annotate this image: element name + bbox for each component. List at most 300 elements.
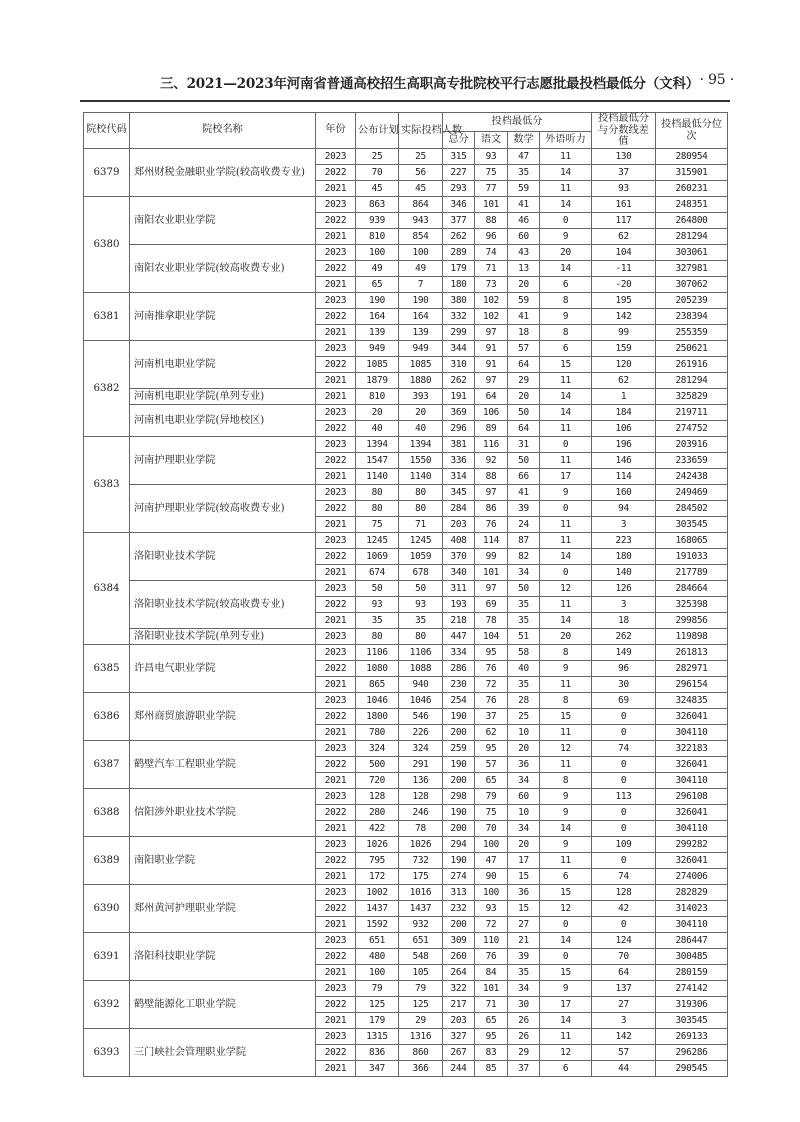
cell-rank: 238394 [656, 309, 728, 325]
cell-diff: 0 [592, 805, 656, 821]
cell-year: 2021 [316, 229, 356, 245]
cell-math: 17 [508, 853, 540, 869]
cell-plan: 1026 [356, 837, 399, 853]
table-row [84, 629, 728, 645]
cell-total: 322 [443, 981, 475, 997]
table-row [84, 405, 728, 421]
cell-actual: 50 [399, 581, 443, 597]
table-row [84, 885, 728, 901]
school-code: 6393 [84, 1029, 130, 1077]
cell-total: 294 [443, 837, 475, 853]
cell-rank: 219711 [656, 405, 728, 421]
cell-total: 315 [443, 149, 475, 165]
cell-actual: 291 [399, 757, 443, 773]
cell-year: 2022 [316, 949, 356, 965]
cell-listening: 14 [540, 261, 592, 277]
cell-diff: 69 [592, 693, 656, 709]
school-name: 洛阳职业技术学院(单列专业) [130, 629, 316, 645]
cell-listening: 14 [540, 549, 592, 565]
school-name: 南阳农业职业学院(较高收费专业) [130, 245, 316, 293]
cell-year: 2021 [316, 389, 356, 405]
cell-chinese: 65 [475, 773, 508, 789]
cell-year: 2021 [316, 469, 356, 485]
cell-chinese: 106 [475, 405, 508, 421]
cell-diff: 0 [592, 757, 656, 773]
table-row [84, 485, 728, 501]
cell-math: 39 [508, 949, 540, 965]
cell-total: 190 [443, 757, 475, 773]
cell-math: 60 [508, 789, 540, 805]
cell-chinese: 88 [475, 213, 508, 229]
cell-actual: 324 [399, 741, 443, 757]
table-row [84, 533, 728, 549]
cell-plan: 949 [356, 341, 399, 357]
cell-plan: 500 [356, 757, 399, 773]
cell-math: 46 [508, 213, 540, 229]
cell-math: 35 [508, 165, 540, 181]
cell-rank: 280954 [656, 149, 728, 165]
cell-rank: 296108 [656, 789, 728, 805]
cell-rank: 326041 [656, 709, 728, 725]
cell-actual: 71 [399, 517, 443, 533]
school-name: 三门峡社会管理职业学院 [130, 1029, 316, 1077]
cell-listening: 20 [540, 245, 592, 261]
col-code: 院校代码 [84, 113, 130, 149]
school-name: 鹤壁汽车工程职业学院 [130, 741, 316, 789]
cell-actual: 226 [399, 725, 443, 741]
cell-math: 50 [508, 581, 540, 597]
cell-chinese: 102 [475, 293, 508, 309]
cell-rank: 284502 [656, 501, 728, 517]
cell-rank: 284664 [656, 581, 728, 597]
cell-plan: 674 [356, 565, 399, 581]
cell-actual: 93 [399, 597, 443, 613]
school-name: 郑州商贸旅游职业学院 [130, 693, 316, 741]
cell-actual: 860 [399, 1045, 443, 1061]
cell-total: 200 [443, 821, 475, 837]
cell-total: 332 [443, 309, 475, 325]
cell-plan: 1080 [356, 661, 399, 677]
table-row [84, 837, 728, 853]
cell-listening: 8 [540, 293, 592, 309]
cell-year: 2022 [316, 261, 356, 277]
cell-year: 2023 [316, 933, 356, 949]
cell-rank: 280159 [656, 965, 728, 981]
cell-listening: 8 [540, 325, 592, 341]
cell-chinese: 73 [475, 277, 508, 293]
cell-rank: 319306 [656, 997, 728, 1013]
cell-diff: 37 [592, 165, 656, 181]
cell-chinese: 37 [475, 709, 508, 725]
cell-diff: -20 [592, 277, 656, 293]
cell-plan: 422 [356, 821, 399, 837]
cell-chinese: 100 [475, 885, 508, 901]
cell-chinese: 102 [475, 309, 508, 325]
cell-total: 200 [443, 773, 475, 789]
cell-total: 191 [443, 389, 475, 405]
cell-actual: 80 [399, 485, 443, 501]
cell-chinese: 91 [475, 341, 508, 357]
school-name: 许昌电气职业学院 [130, 645, 316, 693]
cell-diff: 3 [592, 517, 656, 533]
cell-diff: 109 [592, 837, 656, 853]
cell-diff: 96 [592, 661, 656, 677]
cell-total: 447 [443, 629, 475, 645]
cell-rank: 217789 [656, 565, 728, 581]
cell-math: 10 [508, 805, 540, 821]
cell-plan: 25 [356, 149, 399, 165]
cell-chinese: 89 [475, 421, 508, 437]
school-code: 6380 [84, 197, 130, 293]
cell-rank: 304110 [656, 773, 728, 789]
cell-actual: 35 [399, 613, 443, 629]
cell-plan: 139 [356, 325, 399, 341]
cell-diff: 184 [592, 405, 656, 421]
cell-plan: 780 [356, 725, 399, 741]
cell-rank: 327981 [656, 261, 728, 277]
cell-plan: 863 [356, 197, 399, 213]
cell-total: 289 [443, 245, 475, 261]
cell-plan: 1592 [356, 917, 399, 933]
cell-actual: 1880 [399, 373, 443, 389]
cell-year: 2023 [316, 405, 356, 421]
cell-total: 299 [443, 325, 475, 341]
cell-actual: 1550 [399, 453, 443, 469]
cell-plan: 865 [356, 677, 399, 693]
cell-rank: 322183 [656, 741, 728, 757]
cell-rank: 325398 [656, 597, 728, 613]
cell-total: 408 [443, 533, 475, 549]
cell-rank: 325829 [656, 389, 728, 405]
cell-math: 30 [508, 997, 540, 1013]
cell-rank: 303545 [656, 1013, 728, 1029]
cell-plan: 324 [356, 741, 399, 757]
cell-math: 41 [508, 309, 540, 325]
cell-plan: 65 [356, 277, 399, 293]
cell-chinese: 70 [475, 821, 508, 837]
cell-plan: 1879 [356, 373, 399, 389]
table-row [84, 437, 728, 453]
cell-rank: 261813 [656, 645, 728, 661]
cell-actual: 932 [399, 917, 443, 933]
cell-plan: 164 [356, 309, 399, 325]
school-name: 河南机电职业学院(异地校区) [130, 405, 316, 437]
cell-math: 41 [508, 485, 540, 501]
cell-year: 2022 [316, 213, 356, 229]
cell-actual: 100 [399, 245, 443, 261]
cell-listening: 11 [540, 421, 592, 437]
cell-diff: 0 [592, 773, 656, 789]
cell-year: 2023 [316, 629, 356, 645]
cell-math: 21 [508, 933, 540, 949]
cell-total: 346 [443, 197, 475, 213]
school-code: 6384 [84, 533, 130, 645]
cell-actual: 125 [399, 997, 443, 1013]
cell-year: 2022 [316, 853, 356, 869]
cell-diff: 18 [592, 613, 656, 629]
cell-total: 193 [443, 597, 475, 613]
cell-total: 336 [443, 453, 475, 469]
cell-chinese: 83 [475, 1045, 508, 1061]
cell-diff: 137 [592, 981, 656, 997]
cell-total: 293 [443, 181, 475, 197]
cell-math: 35 [508, 677, 540, 693]
cell-math: 34 [508, 821, 540, 837]
cell-year: 2022 [316, 549, 356, 565]
cell-rank: 326041 [656, 853, 728, 869]
cell-diff: 120 [592, 357, 656, 373]
col-actual: 实际投档人数 [399, 113, 443, 149]
table-row [84, 389, 728, 405]
cell-math: 20 [508, 837, 540, 853]
cell-year: 2023 [316, 885, 356, 901]
cell-math: 29 [508, 373, 540, 389]
cell-chinese: 101 [475, 981, 508, 997]
cell-listening: 9 [540, 789, 592, 805]
cell-year: 2023 [316, 293, 356, 309]
cell-total: 203 [443, 517, 475, 533]
cell-year: 2022 [316, 501, 356, 517]
cell-year: 2021 [316, 277, 356, 293]
cell-actual: 1026 [399, 837, 443, 853]
cell-chinese: 84 [475, 965, 508, 981]
cell-total: 190 [443, 709, 475, 725]
cell-actual: 1106 [399, 645, 443, 661]
cell-plan: 810 [356, 389, 399, 405]
table-row [84, 933, 728, 949]
cell-rank: 314023 [656, 901, 728, 917]
cell-rank: 304110 [656, 821, 728, 837]
table-row [84, 197, 728, 213]
cell-math: 82 [508, 549, 540, 565]
cell-math: 20 [508, 277, 540, 293]
cell-listening: 11 [540, 757, 592, 773]
school-code: 6381 [84, 293, 130, 341]
cell-math: 28 [508, 693, 540, 709]
school-code: 6385 [84, 645, 130, 693]
school-name: 河南推拿职业学院 [130, 293, 316, 341]
cell-diff: 3 [592, 1013, 656, 1029]
cell-year: 2021 [316, 677, 356, 693]
cell-year: 2021 [316, 821, 356, 837]
cell-diff: 3 [592, 597, 656, 613]
cell-math: 35 [508, 613, 540, 629]
cell-math: 87 [508, 533, 540, 549]
cell-year: 2023 [316, 533, 356, 549]
cell-total: 377 [443, 213, 475, 229]
cell-rank: 281294 [656, 373, 728, 389]
cell-diff: 62 [592, 373, 656, 389]
cell-listening: 14 [540, 389, 592, 405]
cell-rank: 281294 [656, 229, 728, 245]
cell-year: 2022 [316, 661, 356, 677]
cell-plan: 1085 [356, 357, 399, 373]
cell-actual: 49 [399, 261, 443, 277]
cell-chinese: 97 [475, 485, 508, 501]
cell-actual: 246 [399, 805, 443, 821]
cell-math: 39 [508, 501, 540, 517]
cell-plan: 1140 [356, 469, 399, 485]
col-diff: 投档最低分与分数线差值 [592, 113, 656, 149]
cell-total: 381 [443, 437, 475, 453]
cell-plan: 1002 [356, 885, 399, 901]
school-code: 6383 [84, 437, 130, 533]
cell-listening: 9 [540, 309, 592, 325]
cell-year: 2021 [316, 869, 356, 885]
cell-rank: 248351 [656, 197, 728, 213]
cell-year: 2021 [316, 965, 356, 981]
cell-actual: 940 [399, 677, 443, 693]
school-code: 6386 [84, 693, 130, 741]
col-total: 总分 [443, 132, 475, 149]
cell-year: 2023 [316, 1029, 356, 1045]
cell-total: 345 [443, 485, 475, 501]
cell-total: 262 [443, 229, 475, 245]
cell-chinese: 79 [475, 789, 508, 805]
cell-actual: 45 [399, 181, 443, 197]
cell-chinese: 75 [475, 165, 508, 181]
table-row [84, 293, 728, 309]
cell-math: 36 [508, 757, 540, 773]
cell-plan: 80 [356, 629, 399, 645]
cell-diff: 99 [592, 325, 656, 341]
cell-chinese: 78 [475, 613, 508, 629]
cell-plan: 795 [356, 853, 399, 869]
cell-listening: 12 [540, 581, 592, 597]
cell-year: 2023 [316, 581, 356, 597]
cell-math: 64 [508, 357, 540, 373]
cell-total: 327 [443, 1029, 475, 1045]
cell-diff: 262 [592, 629, 656, 645]
cell-chinese: 76 [475, 661, 508, 677]
cell-total: 274 [443, 869, 475, 885]
cell-chinese: 72 [475, 677, 508, 693]
cell-listening: 11 [540, 1029, 592, 1045]
cell-chinese: 97 [475, 373, 508, 389]
cell-plan: 1315 [356, 1029, 399, 1045]
cell-listening: 0 [540, 917, 592, 933]
cell-chinese: 71 [475, 997, 508, 1013]
cell-year: 2021 [316, 373, 356, 389]
cell-year: 2021 [316, 1013, 356, 1029]
cell-listening: 6 [540, 1061, 592, 1077]
cell-actual: 393 [399, 389, 443, 405]
cell-year: 2023 [316, 789, 356, 805]
cell-listening: 17 [540, 469, 592, 485]
cell-diff: 94 [592, 501, 656, 517]
cell-listening: 8 [540, 645, 592, 661]
cell-total: 340 [443, 565, 475, 581]
cell-plan: 80 [356, 501, 399, 517]
cell-rank: 242438 [656, 469, 728, 485]
cell-listening: 15 [540, 965, 592, 981]
cell-rank: 282829 [656, 885, 728, 901]
cell-year: 2022 [316, 357, 356, 373]
cell-actual: 20 [399, 405, 443, 421]
cell-math: 13 [508, 261, 540, 277]
cell-actual: 943 [399, 213, 443, 229]
cell-total: 314 [443, 469, 475, 485]
cell-math: 35 [508, 597, 540, 613]
cell-diff: 0 [592, 821, 656, 837]
cell-listening: 11 [540, 597, 592, 613]
cell-diff: 130 [592, 149, 656, 165]
cell-chinese: 97 [475, 581, 508, 597]
cell-actual: 548 [399, 949, 443, 965]
cell-chinese: 76 [475, 517, 508, 533]
cell-total: 254 [443, 693, 475, 709]
cell-year: 2023 [316, 197, 356, 213]
cell-actual: 678 [399, 565, 443, 581]
cell-listening: 14 [540, 933, 592, 949]
cell-plan: 75 [356, 517, 399, 533]
cell-total: 190 [443, 805, 475, 821]
cell-rank: 203916 [656, 437, 728, 453]
cell-year: 2022 [316, 597, 356, 613]
cell-diff: 1 [592, 389, 656, 405]
cell-rank: 286447 [656, 933, 728, 949]
cell-total: 180 [443, 277, 475, 293]
cell-total: 203 [443, 1013, 475, 1029]
cell-listening: 0 [540, 949, 592, 965]
school-name: 河南护理职业学院 [130, 437, 316, 485]
cell-year: 2022 [316, 709, 356, 725]
col-listening: 外语听力 [540, 132, 592, 149]
cell-chinese: 57 [475, 757, 508, 773]
cell-year: 2023 [316, 741, 356, 757]
cell-diff: 42 [592, 901, 656, 917]
cell-math: 43 [508, 245, 540, 261]
cell-listening: 0 [540, 213, 592, 229]
cell-year: 2021 [316, 725, 356, 741]
cell-math: 29 [508, 1045, 540, 1061]
cell-year: 2021 [316, 613, 356, 629]
cell-chinese: 64 [475, 389, 508, 405]
cell-total: 200 [443, 725, 475, 741]
cell-plan: 1046 [356, 693, 399, 709]
cell-total: 230 [443, 677, 475, 693]
cell-listening: 9 [540, 485, 592, 501]
cell-year: 2022 [316, 165, 356, 181]
cell-diff: 27 [592, 997, 656, 1013]
cell-actual: 80 [399, 501, 443, 517]
cell-plan: 70 [356, 165, 399, 181]
cell-actual: 190 [399, 293, 443, 309]
cell-actual: 949 [399, 341, 443, 357]
table-row [84, 245, 728, 261]
cell-listening: 11 [540, 149, 592, 165]
cell-diff: 104 [592, 245, 656, 261]
table-row [84, 741, 728, 757]
table-row [84, 581, 728, 597]
cell-rank: 233659 [656, 453, 728, 469]
cell-diff: 117 [592, 213, 656, 229]
cell-chinese: 71 [475, 261, 508, 277]
cell-math: 25 [508, 709, 540, 725]
cell-chinese: 74 [475, 245, 508, 261]
cell-rank: 168065 [656, 533, 728, 549]
cell-listening: 0 [540, 437, 592, 453]
cell-actual: 79 [399, 981, 443, 997]
cell-rank: 249469 [656, 485, 728, 501]
cell-listening: 12 [540, 901, 592, 917]
cell-diff: 113 [592, 789, 656, 805]
cell-listening: 14 [540, 165, 592, 181]
cell-chinese: 100 [475, 837, 508, 853]
cell-chinese: 47 [475, 853, 508, 869]
cell-year: 2021 [316, 773, 356, 789]
table-body [84, 149, 728, 1077]
